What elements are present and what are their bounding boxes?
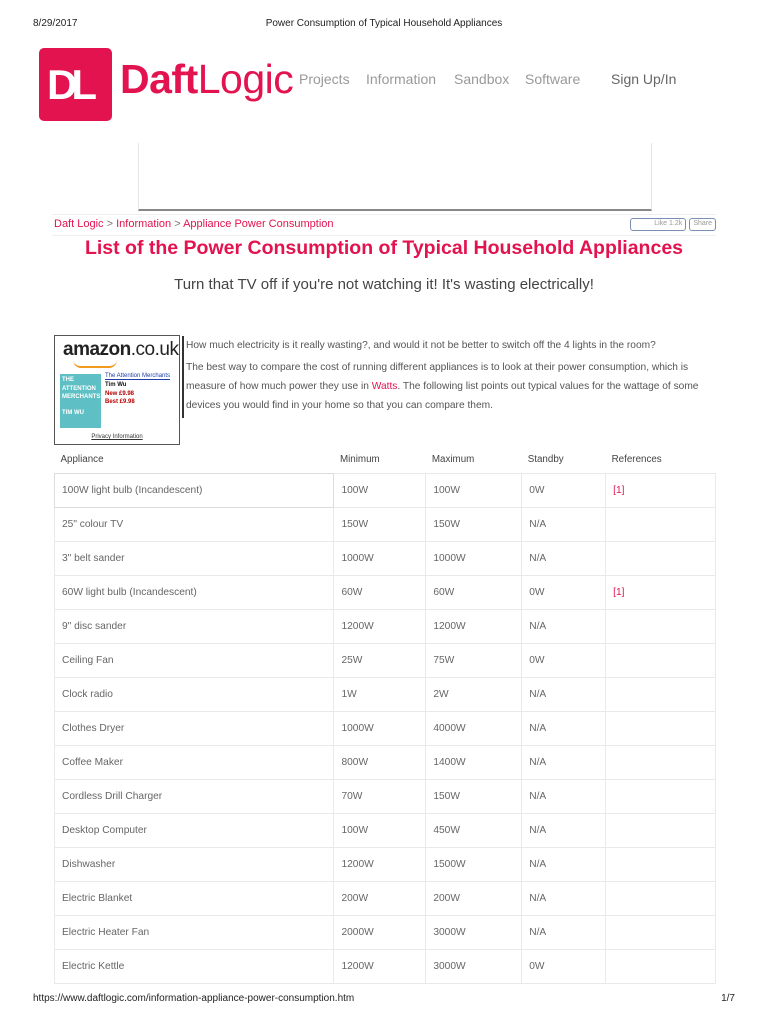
appliance-name-cell: Cordless Drill Charger (55, 779, 334, 813)
appliance-name-cell: 60W light bulb (Incandescent) (55, 575, 334, 609)
book-best-price: Best £9.98 (105, 399, 135, 405)
book-cover-text: ATTENTION (62, 386, 96, 392)
reference-cell[interactable]: [1] (606, 473, 716, 507)
print-footer (33, 993, 735, 1007)
book-title-link[interactable]: The Attention Merchants (105, 373, 171, 379)
appliance-name-cell: Electric Blanket (55, 881, 334, 915)
breadcrumb-information[interactable]: Information (116, 218, 172, 230)
reference-cell (606, 813, 716, 847)
standby-cell: N/A (522, 745, 606, 779)
amazon-logo (63, 339, 178, 361)
appliance-name-cell: Coffee Maker (55, 745, 334, 779)
table-row (55, 677, 716, 711)
book-new-price: New £9.98 (105, 391, 135, 397)
print-title: Power Consumption of Typical Household Appliances (265, 18, 503, 29)
appliance-name-cell: Dishwasher (55, 847, 334, 881)
book-cover-image[interactable] (60, 374, 101, 428)
page-subtitle: Turn that TV off if you're not watching it! It's wasting electrically! (174, 276, 594, 293)
reference-cell (606, 609, 716, 643)
table-row (55, 745, 716, 779)
nav-projects[interactable]: Projects (299, 71, 350, 87)
maximum-cell: 150W (426, 779, 522, 813)
table-row (55, 813, 716, 847)
standby-cell: 0W (522, 643, 606, 677)
appliance-power-table (54, 447, 716, 984)
intro-text (182, 336, 718, 418)
nav-software[interactable]: Software (525, 71, 581, 87)
standby-cell: 0W (522, 575, 606, 609)
sign-up-in-link[interactable]: Sign Up/In (611, 71, 677, 87)
reference-cell (606, 881, 716, 915)
standby-cell: N/A (522, 881, 606, 915)
standby-cell: 0W (522, 473, 606, 507)
amazon-ad[interactable] (54, 335, 180, 445)
minimum-cell: 200W (334, 881, 426, 915)
maximum-cell: 2W (426, 677, 522, 711)
appliance-name-cell: Clothes Dryer (55, 711, 334, 745)
intro-text-segment: The best way to compare the cost of running different appliances is to look at their power consumption, which is measure of how much power they use in (186, 362, 689, 392)
intro-paragraph-1: How much electricity is it really wasting?, and would it not be better to switch off the 4 lights in the room? (186, 340, 656, 351)
breadcrumb-separator: > (106, 218, 114, 230)
maximum-cell: 1000W (426, 541, 522, 575)
breadcrumb-separator: > (174, 218, 181, 230)
table-row (55, 881, 716, 915)
minimum-cell: 1200W (334, 609, 426, 643)
minimum-cell: 1000W (334, 711, 426, 745)
standby-cell: N/A (522, 847, 606, 881)
appliance-name-cell: 9" disc sander (55, 609, 334, 643)
maximum-cell: 1200W (426, 609, 522, 643)
standby-cell: N/A (522, 677, 606, 711)
appliance-name-cell: Clock radio (55, 677, 334, 711)
maximum-cell: 450W (426, 813, 522, 847)
social-buttons (630, 218, 716, 231)
table-row (55, 949, 716, 983)
print-url: https://www.daftlogic.com/information-appliance-power-consumption.htm (33, 993, 355, 1004)
minimum-cell: 2000W (334, 915, 426, 949)
share-button[interactable]: Share (689, 218, 716, 231)
page-title: List of the Power Consumption of Typical Household Appliances (84, 237, 684, 259)
reference-cell (606, 507, 716, 541)
maximum-cell: 4000W (426, 711, 522, 745)
table-row (55, 711, 716, 745)
reference-cell (606, 745, 716, 779)
minimum-cell: 100W (334, 813, 426, 847)
standby-cell: N/A (522, 541, 606, 575)
logo-mark[interactable] (39, 48, 112, 121)
table-row (55, 643, 716, 677)
table-header-row (55, 447, 716, 473)
like-button[interactable]: Like 1.2k (630, 218, 686, 231)
reference-cell (606, 915, 716, 949)
intro-text-segment: . The following list points out typical values for the wattage of some devices you would find in your home so that you can compare them. (186, 381, 699, 411)
minimum-cell: 70W (334, 779, 426, 813)
appliance-name-cell: 3" belt sander (55, 541, 334, 575)
appliance-name-cell: Electric Kettle (55, 949, 334, 983)
logo-mark-text: DL (47, 61, 91, 108)
reference-cell (606, 643, 716, 677)
appliance-name-cell: 100W light bulb (Incandescent) (55, 473, 334, 507)
minimum-cell: 1200W (334, 847, 426, 881)
header-minimum: Minimum (339, 454, 380, 466)
maximum-cell: 150W (426, 507, 522, 541)
reference-cell (606, 677, 716, 711)
standby-cell: 0W (522, 949, 606, 983)
amazon-logo-domain: .co.uk (130, 339, 179, 360)
header-references: References (611, 454, 662, 466)
intro-paragraph-2 (186, 358, 718, 415)
table-row (55, 507, 716, 541)
book-author: Tim Wu (105, 382, 127, 388)
privacy-information-link[interactable]: Privacy Information (91, 434, 143, 440)
reference-cell (606, 541, 716, 575)
amazon-logo-main: amazon (63, 339, 131, 360)
minimum-cell: 100W (334, 473, 426, 507)
book-cover-text: TIM WU (62, 410, 84, 416)
print-date: 8/29/2017 (33, 18, 78, 29)
nav-information[interactable]: Information (366, 71, 437, 87)
maximum-cell: 200W (426, 881, 522, 915)
appliance-name-cell: Ceiling Fan (55, 643, 334, 677)
minimum-cell: 1200W (334, 949, 426, 983)
watts-link[interactable]: Watts (371, 381, 398, 392)
appliance-name-cell: 25" colour TV (55, 507, 334, 541)
table-row (55, 473, 716, 507)
breadcrumb-daft-logic[interactable]: Daft Logic (54, 218, 104, 230)
maximum-cell: 100W (426, 473, 522, 507)
table-row (55, 541, 716, 575)
table-row (55, 915, 716, 949)
brand-bold: Daft (120, 56, 198, 102)
standby-cell: N/A (522, 915, 606, 949)
reference-cell (606, 847, 716, 881)
maximum-cell: 3000W (426, 949, 522, 983)
ad-banner-frame (138, 143, 652, 211)
appliance-name-cell: Electric Heater Fan (55, 915, 334, 949)
print-header (33, 18, 735, 32)
standby-cell: N/A (522, 711, 606, 745)
reference-cell[interactable]: [1] (606, 575, 716, 609)
maximum-cell: 1400W (426, 745, 522, 779)
standby-cell: N/A (522, 507, 606, 541)
maximum-cell: 75W (426, 643, 522, 677)
header-maximum: Maximum (431, 454, 475, 466)
table-row (55, 779, 716, 813)
maximum-cell: 3000W (426, 915, 522, 949)
reference-cell (606, 711, 716, 745)
amazon-smile-icon (73, 360, 117, 368)
reference-cell (606, 779, 716, 813)
table-row (55, 609, 716, 643)
nav-sandbox[interactable]: Sandbox (454, 71, 510, 87)
brand-light: Logic (197, 56, 294, 102)
standby-cell: N/A (522, 609, 606, 643)
header-standby: Standby (527, 454, 564, 466)
header-appliance: Appliance (60, 454, 104, 466)
brand-name[interactable] (120, 56, 293, 103)
breadcrumb (54, 218, 334, 230)
print-page-number: 1/7 (721, 993, 735, 1004)
breadcrumb-bar (52, 214, 716, 236)
breadcrumb-appliance-power[interactable]: Appliance Power Consumption (183, 218, 334, 230)
standby-cell: N/A (522, 779, 606, 813)
minimum-cell: 25W (334, 643, 426, 677)
reference-cell (606, 949, 716, 983)
maximum-cell: 60W (426, 575, 522, 609)
standby-cell: N/A (522, 813, 606, 847)
minimum-cell: 1000W (334, 541, 426, 575)
minimum-cell: 1W (334, 677, 426, 711)
maximum-cell: 1500W (426, 847, 522, 881)
book-cover-text: THE (62, 377, 74, 383)
minimum-cell: 60W (334, 575, 426, 609)
table-row (55, 575, 716, 609)
appliance-name-cell: Desktop Computer (55, 813, 334, 847)
book-cover-text: MERCHANTS (62, 394, 101, 400)
minimum-cell: 800W (334, 745, 426, 779)
minimum-cell: 150W (334, 507, 426, 541)
table-row (55, 847, 716, 881)
